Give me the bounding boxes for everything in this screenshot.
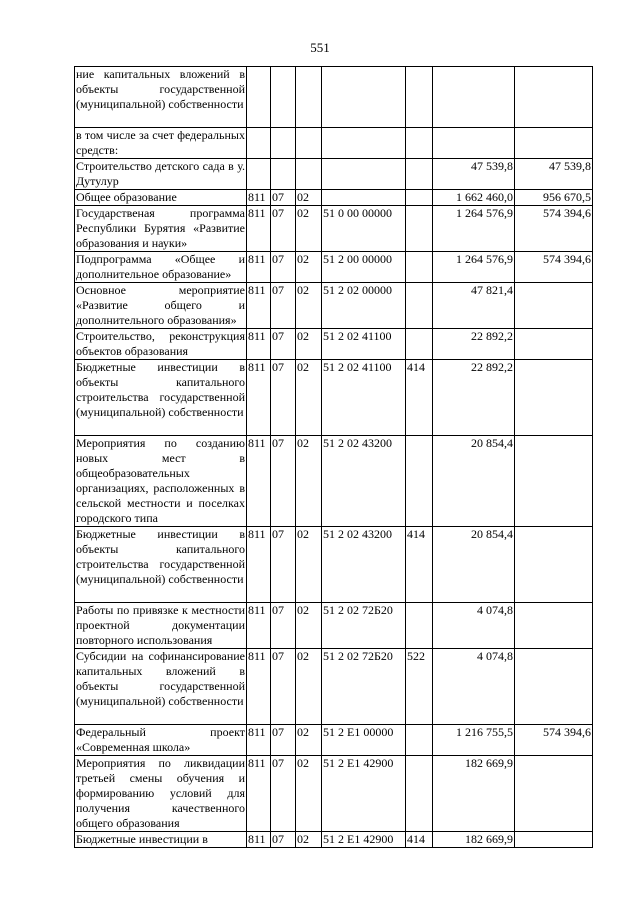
ved-code-cell: 811 [247, 252, 271, 283]
section-code-cell: 07 [271, 725, 296, 756]
target-article-cell [322, 190, 406, 206]
row-name-cell: Работы по привязке к местности проектной документации повторного использования [76, 603, 245, 647]
table-row [75, 527, 593, 603]
ved-code-cell: 811 [247, 756, 271, 832]
table-row [75, 603, 593, 649]
ved-code-cell: 811 [247, 360, 271, 436]
row-name-cell: Строительство детского сада в у. Дутулур [76, 159, 245, 188]
expense-type-cell [406, 603, 433, 649]
expense-type-cell [406, 756, 433, 832]
amount-total-cell: 22 892,2 [433, 329, 515, 360]
row-name-cell: ние капитальных вложений в объекты государственной (муниципальной) собственности [75, 67, 247, 128]
section-code-cell [271, 159, 296, 190]
amount-federal-cell [515, 527, 593, 603]
subsection-code-cell [296, 67, 322, 128]
table-row [75, 283, 593, 329]
target-article-cell: 51 2 02 43200 [322, 436, 406, 527]
table-row [75, 436, 593, 527]
section-code-cell: 07 [271, 756, 296, 832]
table-row [75, 832, 593, 848]
expense-type-cell: 414 [406, 527, 433, 603]
amount-federal-cell [515, 360, 593, 436]
subsection-code-cell: 02 [296, 725, 322, 756]
section-code-cell: 07 [271, 360, 296, 436]
amount-federal-cell: 574 394,6 [515, 206, 593, 252]
target-article-cell: 51 2 Е1 42900 [322, 832, 406, 848]
row-name-cell: Мероприятия по созданию новых мест в общеобразовательных организациях, расположенных в сельской местности и поселках городского типа [76, 436, 245, 525]
section-code-cell: 07 [271, 649, 296, 725]
expense-type-cell [406, 190, 433, 206]
section-code-cell: 07 [271, 832, 296, 848]
subsection-code-cell [296, 128, 322, 159]
table-row [75, 206, 593, 252]
amount-federal-cell [515, 67, 593, 128]
ved-code-cell [247, 128, 271, 159]
table-row [75, 159, 593, 190]
subsection-code-cell: 02 [296, 832, 322, 848]
amount-total-cell: 22 892,2 [433, 360, 515, 436]
amount-total-cell: 4 074,8 [433, 603, 515, 649]
target-article-cell: 51 2 Е1 00000 [322, 725, 406, 756]
row-name-cell: Строительство, реконструкция объектов образования [76, 329, 245, 358]
expense-type-cell [406, 206, 433, 252]
subsection-code-cell: 02 [296, 252, 322, 283]
table-row [75, 128, 593, 159]
expense-type-cell [406, 283, 433, 329]
section-code-cell [271, 128, 296, 159]
section-code-cell: 07 [271, 283, 296, 329]
subsection-code-cell: 02 [296, 283, 322, 329]
table-row [75, 252, 593, 283]
subsection-code-cell: 02 [296, 603, 322, 649]
subsection-code-cell: 02 [296, 206, 322, 252]
ved-code-cell: 811 [247, 283, 271, 329]
row-name-cell: Государственая программа Республики Бурятия «Развитие образования и науки» [76, 206, 245, 250]
section-code-cell: 07 [271, 436, 296, 527]
row-name-cell: Подпрограмма «Общее и дополнительное образование» [76, 252, 245, 281]
expense-type-cell [406, 252, 433, 283]
target-article-cell: 51 2 00 00000 [322, 252, 406, 283]
target-article-cell [322, 128, 406, 159]
expense-type-cell [406, 159, 433, 190]
amount-total-cell: 20 854,4 [433, 436, 515, 527]
amount-federal-cell: 574 394,6 [515, 252, 593, 283]
section-code-cell [271, 67, 296, 128]
expense-type-cell [406, 67, 433, 128]
amount-federal-cell: 956 670,5 [515, 190, 593, 206]
row-name-cell: Мероприятия по ликвидации третьей смены обучения и формированию условий для получения качественного общего образования [76, 756, 245, 830]
expense-type-cell: 414 [406, 360, 433, 436]
amount-total-cell: 4 074,8 [433, 649, 515, 725]
amount-federal-cell [515, 649, 593, 725]
target-article-cell: 51 0 00 00000 [322, 206, 406, 252]
target-article-cell: 51 2 02 72Б20 [322, 649, 406, 725]
amount-total-cell: 1 264 576,9 [433, 252, 515, 283]
amount-federal-cell [515, 329, 593, 360]
amount-federal-cell [515, 283, 593, 329]
amount-total-cell: 1 264 576,9 [433, 206, 515, 252]
row-name-cell: Бюджетные инвестиции в объекты капитального строительства государственной (муниципальной) собственности [75, 360, 247, 436]
amount-total-cell: 47 821,4 [433, 283, 515, 329]
section-code-cell: 07 [271, 190, 296, 206]
row-name-cell: Бюджетные инвестиции в объекты капитального строительства государственной (муниципальной) собственности [75, 527, 247, 603]
subsection-code-cell: 02 [296, 190, 322, 206]
expense-type-cell: 522 [406, 649, 433, 725]
subsection-code-cell: 02 [296, 649, 322, 725]
expense-type-cell [406, 329, 433, 360]
amount-federal-cell: 574 394,6 [515, 725, 593, 756]
target-article-cell [322, 159, 406, 190]
table-row [75, 649, 593, 725]
expense-type-cell [406, 436, 433, 527]
amount-total-cell: 47 539,8 [433, 159, 515, 190]
ved-code-cell: 811 [247, 603, 271, 649]
amount-federal-cell [515, 832, 593, 848]
row-name-cell: Бюджетные инвестиции в [75, 832, 247, 848]
table-row [75, 756, 593, 832]
table-row [75, 329, 593, 360]
row-name-cell: Федеральный проект «Современная школа» [76, 725, 245, 754]
table-row [75, 360, 593, 436]
ved-code-cell: 811 [247, 832, 271, 848]
expense-type-cell [406, 128, 433, 159]
ved-code-cell: 811 [247, 725, 271, 756]
ved-code-cell: 811 [247, 206, 271, 252]
subsection-code-cell [296, 159, 322, 190]
table-row [75, 190, 593, 206]
ved-code-cell: 811 [247, 329, 271, 360]
row-name-cell: Основное мероприятие «Развитие общего и дополнительного образования» [76, 283, 245, 327]
subsection-code-cell: 02 [296, 360, 322, 436]
section-code-cell: 07 [271, 329, 296, 360]
amount-total-cell [433, 67, 515, 128]
target-article-cell: 51 2 02 41100 [322, 329, 406, 360]
row-name-cell: в том числе за счет федеральных средств: [76, 128, 245, 157]
amount-total-cell: 1 662 460,0 [433, 190, 515, 206]
amount-federal-cell [515, 756, 593, 832]
ved-code-cell [247, 67, 271, 128]
amount-total-cell: 1 216 755,5 [433, 725, 515, 756]
amount-total-cell: 182 669,9 [433, 756, 515, 832]
target-article-cell: 51 2 02 43200 [322, 527, 406, 603]
subsection-code-cell: 02 [296, 527, 322, 603]
subsection-code-cell: 02 [296, 436, 322, 527]
row-name-cell: Общее образование [75, 190, 247, 206]
target-article-cell: 51 2 02 72Б20 [322, 603, 406, 649]
amount-total-cell: 20 854,4 [433, 527, 515, 603]
amount-federal-cell [515, 436, 593, 527]
amount-total-cell [433, 128, 515, 159]
section-code-cell: 07 [271, 252, 296, 283]
budget-table [74, 66, 593, 848]
target-article-cell: 51 2 Е1 42900 [322, 756, 406, 832]
amount-federal-cell: 47 539,8 [515, 159, 593, 190]
target-article-cell: 51 2 02 00000 [322, 283, 406, 329]
subsection-code-cell: 02 [296, 756, 322, 832]
ved-code-cell: 811 [247, 436, 271, 527]
table-row [75, 725, 593, 756]
amount-federal-cell [515, 603, 593, 649]
target-article-cell [322, 67, 406, 128]
amount-federal-cell [515, 128, 593, 159]
ved-code-cell [247, 159, 271, 190]
amount-total-cell: 182 669,9 [433, 832, 515, 848]
target-article-cell: 51 2 02 41100 [322, 360, 406, 436]
section-code-cell: 07 [271, 527, 296, 603]
page-number: 551 [310, 40, 330, 55]
subsection-code-cell: 02 [296, 329, 322, 360]
ved-code-cell: 811 [247, 649, 271, 725]
section-code-cell: 07 [271, 603, 296, 649]
expense-type-cell [406, 725, 433, 756]
row-name-cell: Субсидии на софинансирование капитальных вложений в объекты государственной (муниципальной) собственности [75, 649, 247, 725]
table-row [75, 67, 593, 128]
section-code-cell: 07 [271, 206, 296, 252]
ved-code-cell: 811 [247, 190, 271, 206]
ved-code-cell: 811 [247, 527, 271, 603]
expense-type-cell: 414 [406, 832, 433, 848]
